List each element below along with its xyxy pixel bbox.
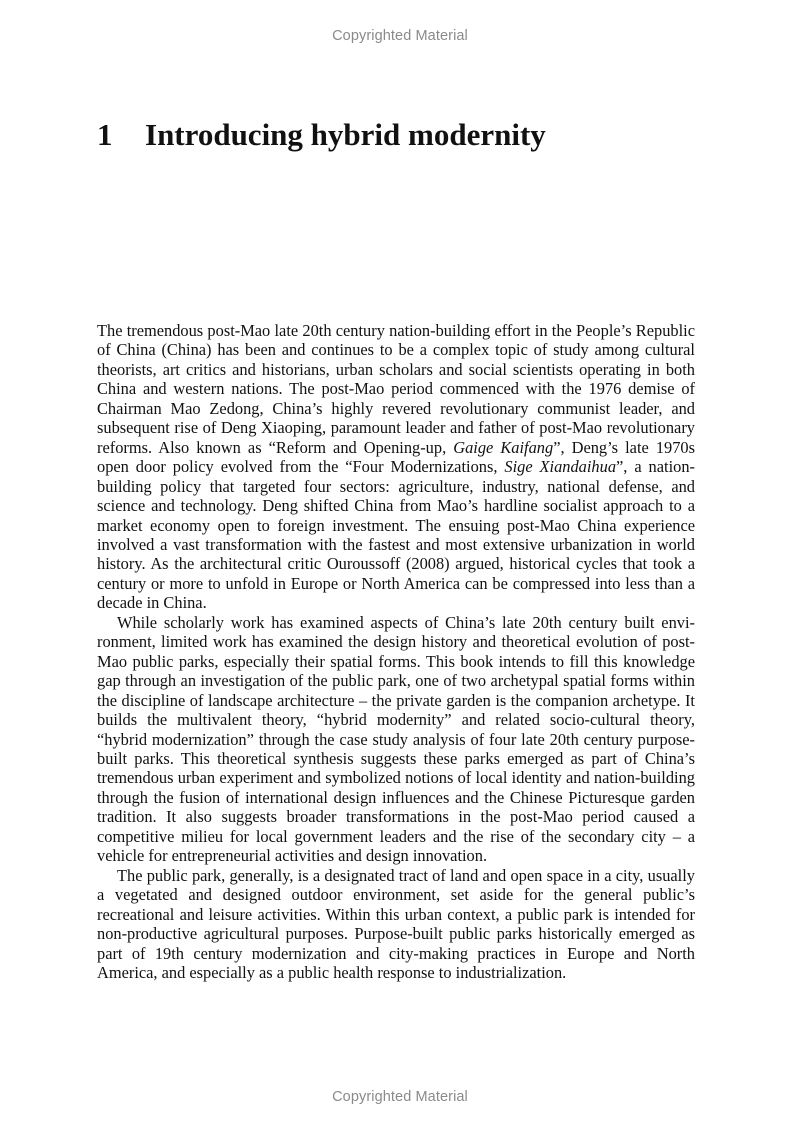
paragraph-text: The tremendous post-Mao late 20th century nation-building effort in the People’s Republic of China (China) has been and continues to be a complex topic of study among cultural theorists, art critics and historians, urban scholars and social scientists operating in both China and western nations. The post-Mao period commenced with the 1976 demise of Chairman Mao Zedong, China’s highly revered revolutionary communist leader, and subsequent rise of Deng Xiaoping, paramount leader and father of post-Mao revolutionary reforms. Also known as “Reform and Opening-up, xyxy=(97,321,695,457)
paragraph-2 xyxy=(97,613,695,866)
chapter-body xyxy=(97,321,695,982)
copyright-watermark-top: Copyrighted Material xyxy=(332,28,468,44)
chapter-heading xyxy=(97,117,546,153)
paragraph-text: ”, a nation-building policy that targeted four sectors: agriculture, industry, national defense, and science and technology. Deng shifted China from Mao’s hardline socialist approach to a market economy open to foreign investment. The ensuing post-Mao China experience involved a vast transformation with the fastest and most extensive urbanization in world history. As the architectural critic Ouroussoff (2008) argued, historical cycles that took a century or more to unfold in Europe or North America can be compressed into less than a decade in China. xyxy=(97,457,695,613)
paragraph-text: The public park, generally, is a designated tract of land and open space in a city, usually a vegetated and designed outdoor environment, set aside for the general public’s recreational and leisure activities. Within this urban context, a public park is intended for non-productive agricultural purposes. Purpose-built public parks historically emerged as part of 19th century modernization and city-making practices in Europe and North America, and especially as a public health response to industrialization. xyxy=(97,865,695,982)
copyright-watermark-bottom: Copyrighted Material xyxy=(332,1089,468,1105)
italic-term: Gaige Kaifang xyxy=(453,437,554,457)
paragraph-3 xyxy=(97,866,695,983)
paragraph-1 xyxy=(97,321,695,613)
paragraph-text: While scholarly work has examined aspects of China’s late 20th century built environment, limited work has examined the design history and theoretical evolution of post-Mao public parks, especially their spatial forms. This book intends to fill this knowledge gap through an investigation of the public park, one of two archetypal spatial forms within the discipline of landscape architecture – the private garden is the companion archetype. It builds the multivalent theory, “hybrid modernity” and related socio-cultural theory, “hybrid modernization” through the case study analysis of four late 20th century purpose-built parks. This theoretical synthesis suggests these parks emerged as part of China’s tremendous urban experiment and symbolized notions of local identity and nation-building through the fusion of international design influences and the Chinese Picturesque garden tradition. It also suggests broader transformations in the post-Mao period caused a competitive milieu for local government leaders and the rise of the secondary city – a vehicle for entrepreneurial activities and design innovation. xyxy=(97,612,695,866)
italic-term: Sige Xiandaihua xyxy=(504,457,617,477)
chapter-title: Introducing hybrid modernity xyxy=(145,116,546,152)
paragraph-text: ”, Deng’s late 1970s open door policy evolved from the “Four Modernizations, xyxy=(97,437,695,477)
chapter-number: 1 xyxy=(97,116,113,152)
